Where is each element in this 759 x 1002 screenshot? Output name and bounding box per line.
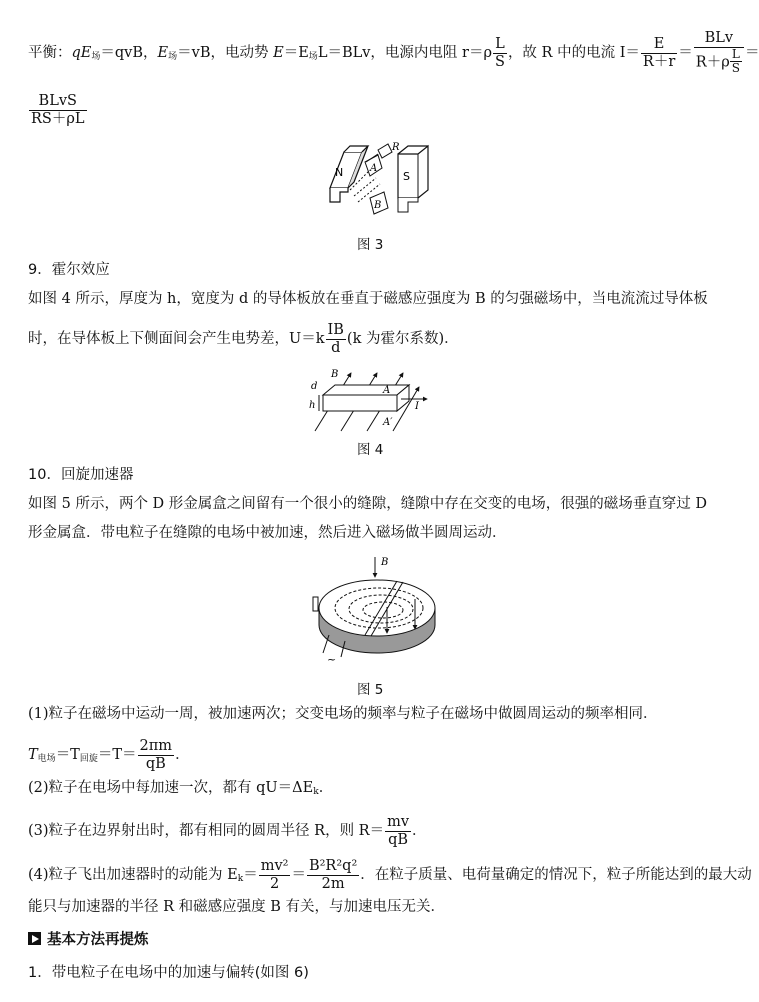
svg-text:A: A: [370, 163, 378, 174]
svg-text:I: I: [415, 401, 419, 412]
svg-text:d: d: [311, 381, 318, 392]
item-3: (3)粒子在边界射出时，都有相同的圆周半径 R，则 R＝ $\frac{mv}{qB}$ ．: [28, 814, 427, 848]
section-10-paragraph-line-1: 如图 5 所示，两个 D 形金属盒之间留有一个很小的缝隙，缝隙中存在交变的电场，很强的磁场垂直穿过 D: [28, 496, 708, 512]
fraction-BLv-over-R-plus-rho: BLv R＋ρ $\frac{L}{S}$: [694, 30, 744, 76]
figure-4-caption: 图 4: [357, 442, 384, 458]
svg-text:h: h: [309, 400, 316, 411]
basic-methods-heading: 基本方法再提炼: [28, 932, 149, 949]
figure-4-hall-effect-diagram: [305, 365, 435, 437]
svg-text:A′: A′: [383, 417, 393, 428]
section-9-paragraph-line-1: 如图 4 所示，厚度为 h，宽度为 d 的导体板放在垂直于磁感应强度为 B 的匀强磁场中，当电流流过导体板: [28, 291, 708, 307]
svg-text:B: B: [331, 369, 339, 380]
section-1-title: 1．带电粒子在电场中的加速与偏转(如图 6): [28, 965, 309, 981]
label-N: N: [335, 166, 344, 179]
svg-text:A: A: [383, 385, 391, 396]
formula-line-2: $\frac{\text{BLvS}}{RS+\rho L}$: [31, 93, 85, 127]
figure-5-cyclotron-diagram: [305, 553, 445, 668]
figure-3-magnet-diagram: [310, 140, 440, 230]
item-4-line-1: (4)粒子飞出加速器时的动能为 $E_k=$ $\frac{\text{mv²}}{2}$ ＝ $\frac{\text{B²R²q²}}{2m}$ ．在粒子质量、电荷量确定的情况下，粒子所能达到的最大动: [28, 858, 752, 892]
section-10-paragraph-line-2: 形金属盒．带电粒子在缝隙的电场中被加速，然后进入磁场做半圆周运动．: [28, 525, 507, 541]
figure-5-caption: 图 5: [357, 682, 384, 698]
section-10-title: 10．回旋加速器: [28, 467, 134, 483]
svg-text:R: R: [392, 142, 400, 153]
section-9-title: 9．霍尔效应: [28, 262, 110, 278]
section-9-paragraph-line-2: 时，在导体板上下侧面间会产生电势差，U＝k $\frac{IB}{d}$ (k 为霍尔系数)．: [28, 322, 459, 356]
fraction-L-over-S: $\frac{L}{S}$: [495, 35, 505, 70]
item-2: (2)粒子在电场中每加速一次，都有 $qU=\Delta E_k$．: [28, 780, 334, 797]
svg-text:~: ~: [327, 653, 337, 666]
item-1: (1)粒子在磁场中运动一周，被加速两次；交变电场的频率与粒子在磁场中做圆周运动的频率相同．: [28, 706, 658, 722]
play-triangle-icon: [28, 932, 41, 945]
item-4-line-2: 能只与加速器的半径 R 和磁感应强度 B 有关，与加速电压无关．: [28, 899, 446, 915]
figure-3-caption: 图 3: [357, 237, 384, 253]
svg-text:S: S: [403, 170, 410, 183]
svg-text:B: B: [374, 200, 382, 211]
formula-line-1: 平衡：$qE_场=qvB$，$E_场=vB$，电动势 $E=E_场L=BLv$，电源内电阻 r＝ρ $\frac{L}{S}$ ，故 R 中的电流 I＝ $\frac{E}{R+r}$ ＝ BLv R＋ρ $\frac{L}{S}$ ＝: [28, 30, 759, 76]
fraction-E-over-R-plus-r: $\frac{E}{R+r}$: [642, 35, 676, 70]
svg-text:B: B: [381, 557, 389, 568]
period-formula: $T_{电场}=T_{回旋}=T=$ $\frac{2\pi m}{qB}$ ．: [28, 738, 190, 772]
